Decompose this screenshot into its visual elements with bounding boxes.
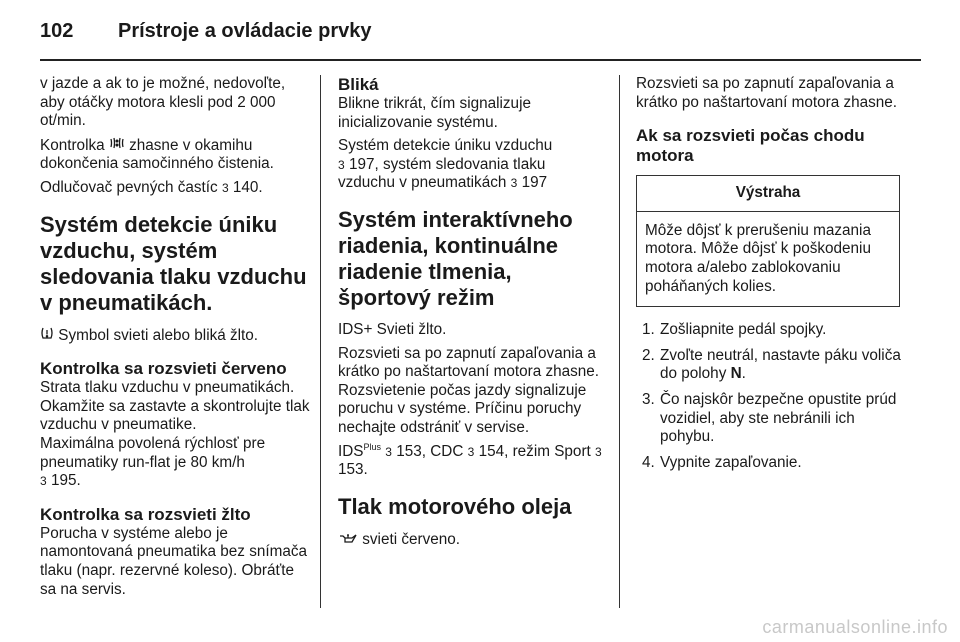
- step-text: Vypnite zapaľovanie.: [660, 453, 802, 471]
- list-item: [636, 347, 912, 384]
- text: 197, systém sledovania tlaku vzduchu v pneumatikách: [338, 155, 546, 192]
- page-link[interactable]: 197: [521, 174, 548, 192]
- paragraph: IDS+ Svieti žlto.: [338, 320, 447, 338]
- paragraph: [338, 137, 606, 193]
- step-number: 1.: [642, 321, 655, 339]
- page-link[interactable]: 140.: [232, 178, 263, 196]
- step-text: Zvoľte neutrál, nastavte páku voliča do polohy: [660, 346, 901, 383]
- gear-position: N: [730, 365, 742, 383]
- text: 153, CDC: [396, 442, 464, 460]
- dpf-icon: [109, 136, 125, 155]
- paragraph: Strata tlaku vzduchu v pneumatikách. Okamžite sa zastavte a skontrolujte tlak vzduchu v pneumatike.: [40, 379, 310, 434]
- oil-can-icon: [338, 530, 358, 549]
- column-2: [338, 75, 606, 554]
- page-header: [0, 0, 960, 60]
- page-title: Prístroje a ovládacie prvky: [118, 20, 372, 42]
- column-divider: [320, 75, 321, 608]
- page-number: 102: [40, 20, 74, 42]
- text: Systém detekcie úniku vzduchu: [338, 137, 553, 155]
- text: svieti červeno.: [362, 530, 461, 548]
- column-3: [636, 75, 912, 479]
- page-reference-arrow: 3: [221, 180, 229, 195]
- page-reference-arrow: 3: [595, 444, 602, 459]
- page-reference-arrow: 3: [338, 157, 345, 172]
- page-reference-arrow: 3: [467, 444, 475, 459]
- paragraph: Blikne trikrát, čím signalizuje inicializovanie systému.: [338, 95, 531, 131]
- subsection-heading: Kontrolka sa rozsvieti červeno: [40, 359, 287, 379]
- text: Symbol svieti alebo bliká žlto.: [58, 326, 259, 344]
- paragraph: Rozsvieti sa po zapnutí zapaľovania a krátko po naštartovaní motora zhasne. Rozsvietenie počas jazdy signalizuje poruchu v systéme. Príčinu poruchy nechajte odstrániť v servise.: [338, 344, 600, 436]
- text: zhasne v okamihu dokončenia samočinného čistenia.: [40, 136, 274, 173]
- page-reference-arrow: 3: [510, 176, 518, 191]
- subsection-heading: Bliká: [338, 75, 379, 94]
- step-number: 2.: [642, 346, 655, 364]
- step-text: Čo najskôr bezpečne opustite prúd vozidiel, aby ste nebránili ich pohybu.: [660, 390, 897, 446]
- list-item: [636, 454, 912, 473]
- column-divider: [619, 75, 620, 608]
- paragraph: [40, 435, 314, 491]
- step-number: 3.: [642, 390, 655, 408]
- paragraph: [40, 326, 314, 346]
- subsection-heading: Ak sa rozsvieti počas chodu motora: [636, 126, 865, 166]
- warning-box: [636, 175, 900, 307]
- column-1: [40, 75, 314, 604]
- paragraph: [338, 530, 606, 550]
- page-reference-arrow: 3: [40, 474, 47, 489]
- section-heading: Systém interaktívneho riadenia, kontinuálne riadenie tlmenia, športový režim: [338, 206, 573, 310]
- list-item: [636, 321, 912, 340]
- page-link[interactable]: 153.: [338, 461, 368, 479]
- page-reference-arrow: 3: [385, 444, 392, 459]
- paragraph: [40, 179, 314, 198]
- warning-text: Môže dôjsť k prerušeniu mazania motora. Môže dôjsť k poškodeniu motora a/alebo zablokovaniu poháňaných kolies.: [645, 221, 871, 295]
- warning-title: Výstraha: [637, 176, 899, 212]
- text: Maximálna povolená rýchlosť pre pneumatiky run-flat je 80 km/h: [40, 434, 266, 471]
- text: Odlučovač pevných častíc: [40, 178, 218, 196]
- paragraph: [40, 136, 314, 174]
- steps-list: [636, 321, 912, 472]
- step-number: 4.: [642, 453, 655, 471]
- header-rule: [40, 59, 921, 61]
- text: IDS: [338, 442, 364, 460]
- superscript: Plus: [363, 441, 382, 452]
- text: 154, režim Sport: [478, 442, 591, 460]
- page-link[interactable]: 195.: [50, 472, 81, 490]
- subsection-heading: Kontrolka sa rozsvieti žlto: [40, 504, 251, 524]
- section-heading: Systém detekcie úniku vzduchu, systém sledovania tlaku vzduchu v pneumatikách.: [40, 211, 307, 315]
- paragraph: Porucha v systéme alebo je namontovaná pneumatika bez snímača tlaku (napr. rezervné koleso). Obráťte sa na servis.: [40, 524, 308, 598]
- section-heading: Tlak motorového oleja: [338, 493, 572, 519]
- text: Kontrolka: [40, 136, 105, 154]
- tire-pressure-icon: [40, 326, 54, 345]
- watermark: carmanualsonline.info: [762, 617, 948, 637]
- paragraph: [338, 443, 606, 480]
- step-text: Zošliapnite pedál spojky.: [660, 321, 827, 339]
- paragraph: Rozsvieti sa po zapnutí zapaľovania a krátko po naštartovaní motora zhasne.: [636, 75, 898, 111]
- paragraph: v jazde a ak to je možné, nedovoľte, aby otáčky motora klesli pod 2 000 ot/min.: [40, 75, 286, 130]
- list-item: [636, 391, 912, 447]
- step-text: .: [741, 365, 746, 383]
